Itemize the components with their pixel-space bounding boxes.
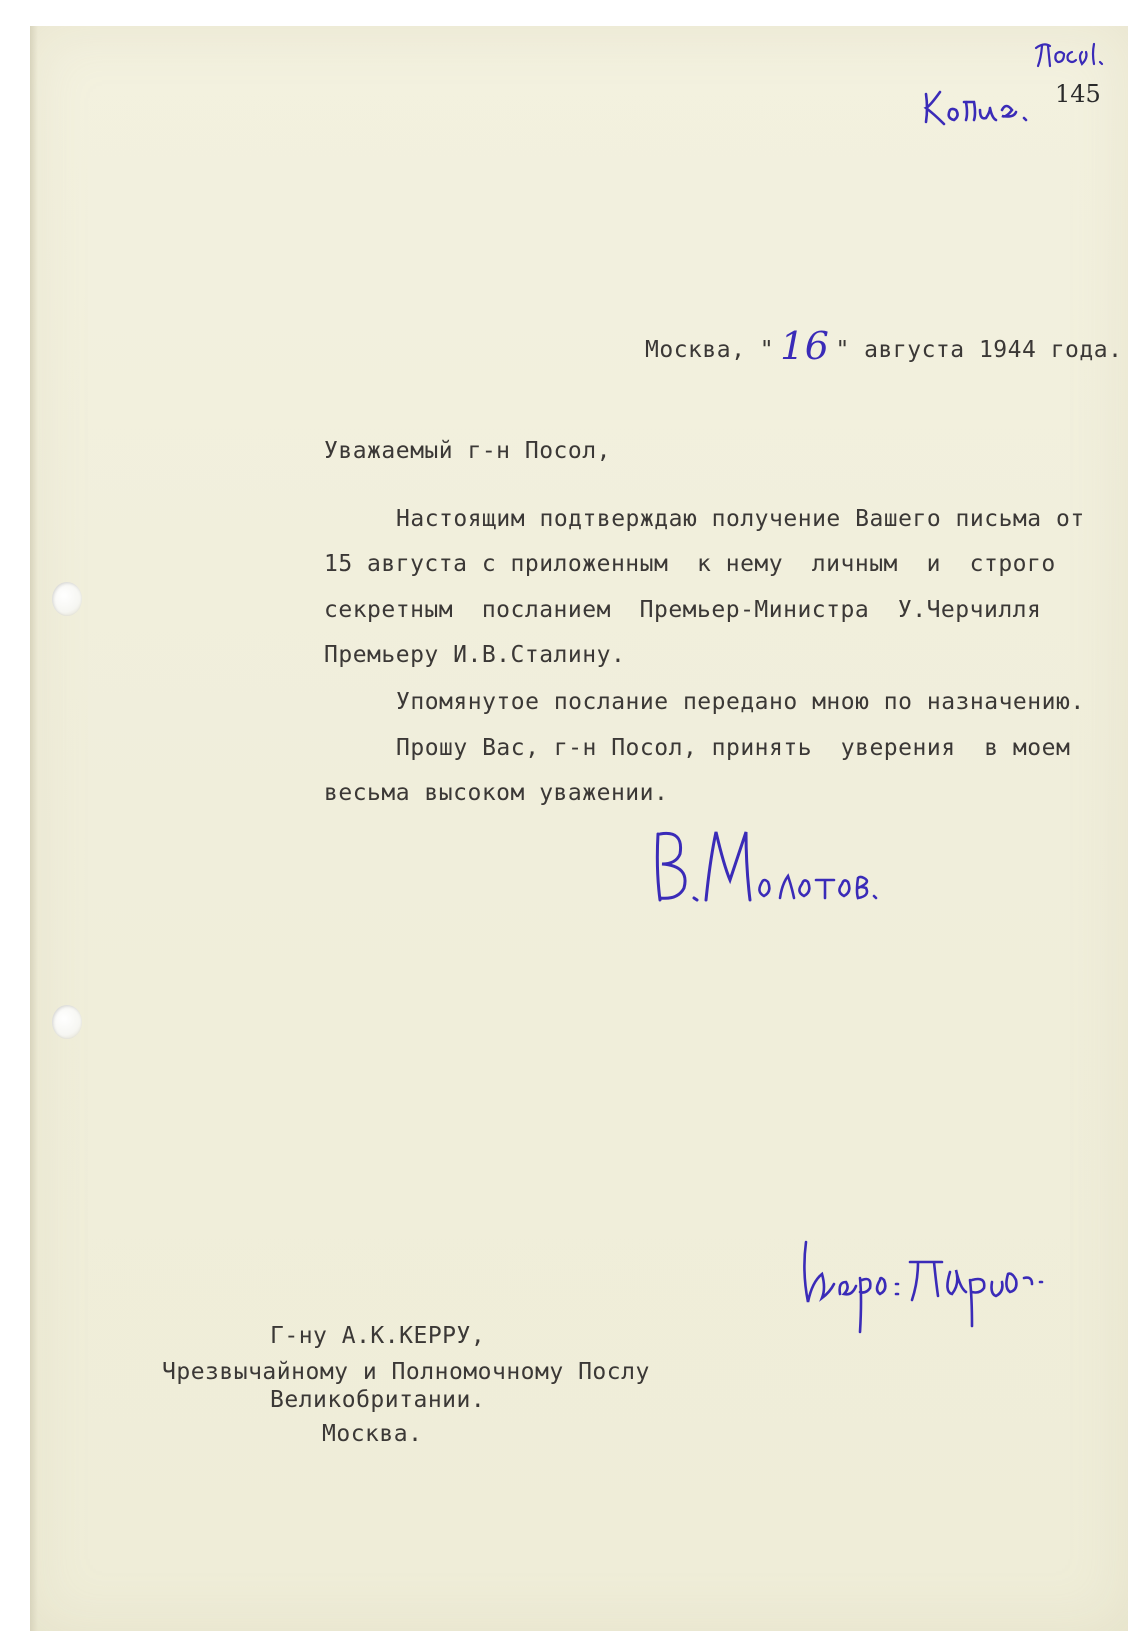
page-number: 145: [1055, 80, 1101, 108]
date-line: [645, 322, 1122, 366]
copy-note-handwriting: [920, 88, 1040, 132]
page-edge: [30, 26, 38, 1631]
punch-hole-top: [52, 582, 82, 616]
salutation: Уважаемый г-н Посол,: [324, 438, 611, 464]
paragraph3-line2: весьма высоком уважении.: [324, 780, 669, 806]
signature-molotov: [650, 820, 880, 910]
date-prefix: Москва, ": [645, 337, 775, 363]
paragraph1-line4: Премьеру И.В.Сталину.: [324, 642, 626, 668]
archive-note-handwriting: [1030, 36, 1110, 76]
certification-signature: [800, 1222, 1060, 1342]
paragraph1-line1: Настоящим подтверждаю получение Вашего письма от: [396, 506, 1085, 532]
paragraph3-line1: Прошу Вас, г-н Посол, принять уверения в моем: [396, 735, 1071, 761]
paragraph1-line3: секретным посланием Премьер-Министра У.Черчилля: [324, 597, 1042, 623]
addressee-line1: Г-ну А.К.КЕРРУ,: [270, 1323, 486, 1349]
addressee-line3: Великобритании.: [270, 1387, 486, 1413]
paragraph2: Упомянутое послание передано мною по назначению.: [396, 689, 1085, 715]
addressee-line4: Москва.: [322, 1421, 423, 1447]
document-page: [30, 26, 1128, 1631]
date-day-handwritten: 16: [780, 324, 830, 368]
paragraph1-line2: 15 августа с приложенным к нему личным и строго: [324, 551, 1056, 577]
date-suffix: " августа 1944 года.: [835, 337, 1123, 363]
punch-hole-bottom: [52, 1005, 82, 1039]
addressee-line2: Чрезвычайному и Полномочному Послу: [162, 1359, 650, 1385]
